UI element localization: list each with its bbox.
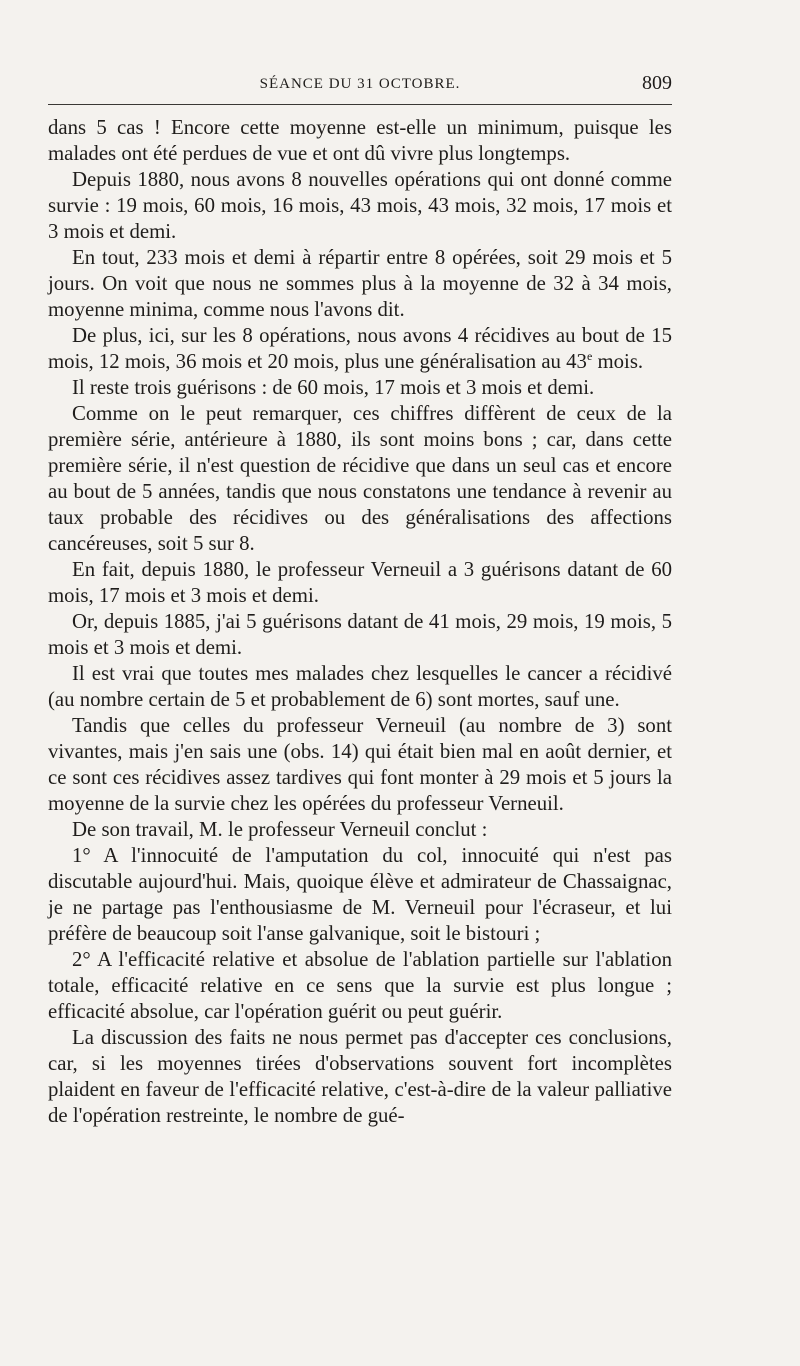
paragraph-5: Il reste trois guérisons : de 60 mois, 17 mois et 3 mois et demi. bbox=[72, 376, 595, 399]
paragraph-11: De son travail, M. le professeur Verneuil conclut : bbox=[72, 818, 488, 841]
paragraph-12: 1° A l'innocuité de l'amputation du col, innocuité qui n'est pas discutable aujourd'hui. Mais, quoique élève et admirateur de Chassaignac, je ne partage pas l'enthousiasme de M. Verneuil pour l'écraseur, et lui préfère de beaucoup soit l'anse galvanique, soit le bistouri ; bbox=[48, 844, 672, 945]
paragraph-2: Depuis 1880, nous avons 8 nouvelles opérations qui ont donné comme survie : 19 mois, 60 mois, 16 mois, 43 mois, 43 mois, 32 mois, 17 mois et 3 mois et demi. bbox=[48, 168, 672, 243]
running-title: SÉANCE DU 31 OCTOBRE. bbox=[259, 76, 461, 92]
paragraph-4-text: De plus, ici, sur les 8 opérations, nous avons 4 récidives au bout de 15 mois, 12 mois, 36 mois et 20 mois, plus une généralisation au 43 bbox=[48, 324, 672, 373]
paragraph-6: Comme on le peut remarquer, ces chiffres diffèrent de ceux de la première série, antérieure à 1880, ils sont moins bons ; car, dans cette première série, il n'est question de récidive que dans un seul cas et encore au bout de 5 années, tandis que nous constatons une tendance à revenir au taux probable des récidives ou des généralisations des affections cancéreuses, soit 5 sur 8. bbox=[48, 402, 672, 555]
paragraph-9: Il est vrai que toutes mes malades chez lesquelles le cancer a récidivé (au nombre certain de 5 et probablement de 6) sont mortes, sauf une. bbox=[48, 662, 672, 711]
book-page bbox=[48, 70, 672, 1129]
paragraph-4 bbox=[48, 323, 672, 375]
ordinal-superscript: e bbox=[586, 349, 593, 364]
paragraph-1: dans 5 cas ! Encore cette moyenne est-elle un minimum, puisque les malades ont été perdues de vue et ont dû vivre plus longtemps. bbox=[48, 116, 672, 165]
paragraph-8: Or, depuis 1885, j'ai 5 guérisons datant de 41 mois, 29 mois, 19 mois, 5 mois et 3 mois et demi. bbox=[48, 610, 672, 659]
paragraph-13: 2° A l'efficacité relative et absolue de l'ablation partielle sur l'ablation totale, efficacité relative en ce sens que la survie est plus longue ; efficacité absolue, car l'opération guérit ou peut guérir. bbox=[48, 948, 672, 1023]
paragraph-7: En fait, depuis 1880, le professeur Verneuil a 3 guérisons datant de 60 mois, 17 mois et 3 mois et demi. bbox=[48, 558, 672, 607]
paragraph-3: En tout, 233 mois et demi à répartir entre 8 opérées, soit 29 mois et 5 jours. On voit que nous ne sommes plus à la moyenne de 32 à 34 mois, moyenne minima, comme nous l'avons dit. bbox=[48, 246, 672, 321]
body-text bbox=[48, 115, 672, 1129]
page-header bbox=[48, 70, 672, 104]
paragraph-4-tail: mois. bbox=[592, 350, 644, 373]
paragraph-14: La discussion des faits ne nous permet pas d'accepter ces conclusions, car, si les moyennes tirées d'observations souvent fort incomplètes plaident en faveur de l'efficacité relative, c'est-à-dire de la valeur palliative de l'opération restreinte, le nombre de gué- bbox=[48, 1026, 672, 1127]
paragraph-10: Tandis que celles du professeur Verneuil (au nombre de 3) sont vivantes, mais j'en sais une (obs. 14) qui était bien mal en août dernier, et ce sont ces récidives assez tardives qui font monter à 29 mois et 5 jours la moyenne de la survie chez les opérées du professeur Verneuil. bbox=[48, 714, 672, 815]
header-rule bbox=[48, 104, 672, 105]
page-number: 809 bbox=[642, 72, 672, 94]
